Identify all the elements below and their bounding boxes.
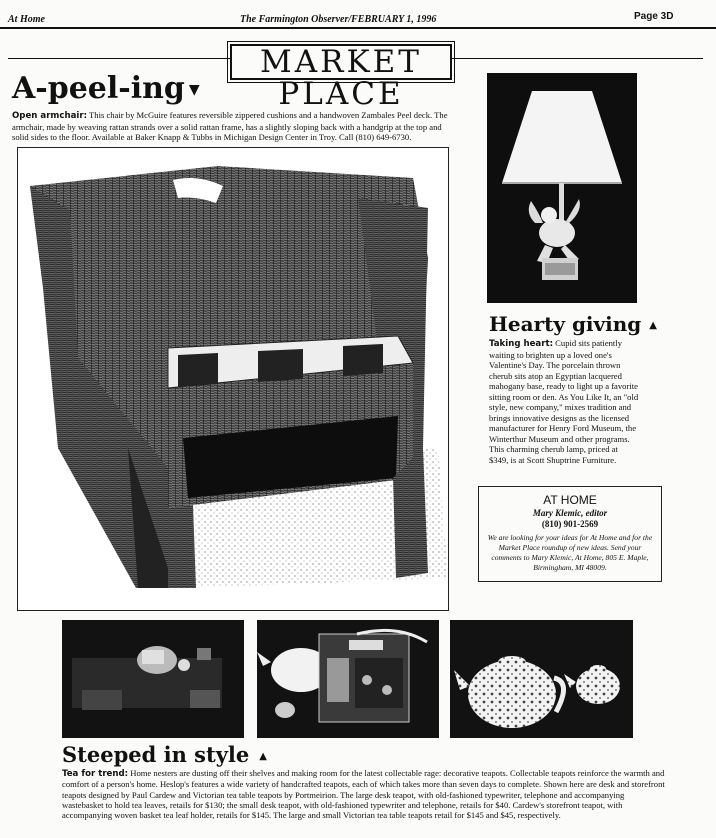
story-headline-lamp xyxy=(489,314,657,334)
story-lead-in: Open armchair: xyxy=(12,111,88,121)
story-text: This chair by McGuire features reversible zippered cushions and a handwoven Zambales Peel deck. The armchair, made by weaving rattan strands over a solid rattan frame, has a slightly sloping back with a handgrip at the top and solid sides to the floor. Available at Baker Knapp & Tubbs in Michigan Design Center in Troy. Call (810) 649-6730. xyxy=(12,110,448,142)
story-headline-chair xyxy=(12,71,200,106)
story-text: Cupid sits patiently waiting to brighten up a loved one's Valentine's Day. The porcelain thrown cherub sits atop an Egyptian lacquered mahogany base, ready to light up a favorite sitting room or den. As You Like It, an "old style, new company," mixes tradition and brings innovative designs as the licensed manufacturer for Henry Ford Museum, the Winterthur Museum and other programs. This charming cherub lamp, priced at $349, is at Scott Shuptrine Furniture. xyxy=(489,338,639,465)
story-lead-in: Taking heart: xyxy=(489,339,554,349)
headline-text: Hearty giving xyxy=(489,312,642,336)
contact-box-title: AT HOME xyxy=(543,493,597,507)
story-body-chair xyxy=(12,110,452,143)
cherub-lamp-photo xyxy=(487,73,637,303)
chair-photo xyxy=(17,147,449,611)
editor-phone: (810) 901-2569 xyxy=(541,519,599,529)
editor-name: Mary Klemic, editor xyxy=(532,508,608,518)
story-body-teapots xyxy=(62,768,667,820)
headline-text: Steeped in style xyxy=(62,742,250,767)
story-lead-in: Tea for trend: xyxy=(62,769,129,779)
storefront-teapot-photo xyxy=(257,620,439,738)
story-headline-teapots xyxy=(62,744,267,765)
desk-teapot-photo xyxy=(62,620,244,738)
victorian-teapots-photo xyxy=(450,620,633,738)
publication-dateline: The Farmington Observer/FEBRUARY 1, 1996 xyxy=(240,14,437,25)
header-rule xyxy=(0,27,716,29)
section-banner: MARKET PLACE xyxy=(230,44,452,80)
triangle-up-icon: ▲ xyxy=(259,750,267,762)
contact-note: We are looking for your ideas for At Home and for the Market Place roundup of new ideas. Send your comments to Mary Klemic, At Home, 805 E. Maple, Birmingham, MI 48009. xyxy=(487,533,653,572)
page-number: Page 3D xyxy=(634,11,674,22)
triangle-down-icon: ▼ xyxy=(188,82,200,98)
triangle-up-icon: ▲ xyxy=(649,319,657,331)
at-home-contact-box xyxy=(478,486,662,582)
story-body-lamp xyxy=(489,338,639,465)
headline-text: A-peel-ing xyxy=(12,71,185,106)
section-name: At Home xyxy=(8,14,45,25)
story-text: Home nesters are dusting off their shelves and making room for the latest collectable rage: decorative teapots. Collectable teapots reinforce the warmth and comfort of a person's home. Heslop's features a wide variety of handcrafted teapots, each of which takes more than seven days to complete. Shown here are desk and storefront teapots designed by Paul Cardew and Victorian tea table teapots by Portmeirion. The large desk teapot, with old-fashioned typewriter, telephone and accompanying wastebasket to hold tea leaves, retails for $130; the small desk teapot, with old-fashioned typewriter and telephone, retails for $40. Cardew's storefront teapot, with accompanying woven basket tea leaf holder, retails for $145. The large and small Victorian tea table teapots retail for $145 and $45, respectively. xyxy=(62,768,665,821)
